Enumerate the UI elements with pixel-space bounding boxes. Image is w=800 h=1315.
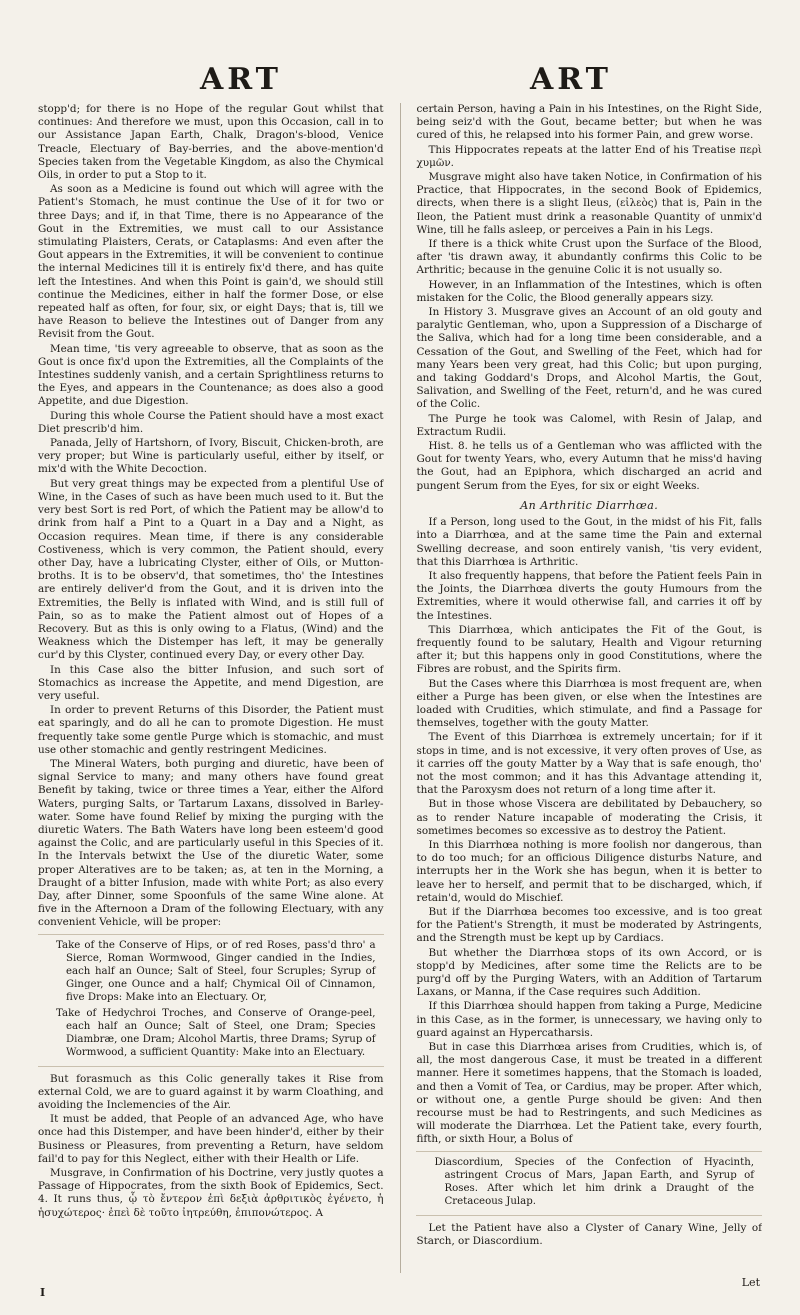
prescription-block [416,1151,762,1216]
left-column [38,103,384,1273]
paragraph: In order to prevent Returns of this Disorder, the Patient must eat sparingly, and do all he can to promote Digestion. He must frequently take some gentle Purge which is stomachic, and must use other stomachic and gently restringent Medicines. [38,704,384,756]
paragraph: Musgrave, in Confirmation of his Doctrine, very justly quotes a Passage of Hippocrates, from the sixth Book of Epidemics, Sect. 4. It runs thus, ᾧ τὸ ἔντερον ἐπὶ δεξιὰ ἀρθριτικὸς ἐγένετο, ἡ ἡσυχώτερος· ἐπεὶ δὲ τοῦτο ἰητρεύθη, ἐπιπονώτερος. A [38,1167,384,1219]
paragraph: In this Case also the bitter Infusion, and such sort of Stomachics as increase the Appetite, and mend Digestion, are very useful. [38,663,384,702]
paragraph: But very great things may be expected from a plentiful Use of Wine, in the Cases of such as have been much used to it. But the very best Sort is red Port, of which the Patient may be allow'd to drink from half a Pint to a Quart in a Day and a Night, as Occasion requires. Mean time, if there is any considerable Costiveness, which is very common, the Patient should, every other Day, have a lubricating Clyster, either of Oils, or Mutton-broths. It is to be observ'd, that sometimes, tho' the Intestines are entirely deliver'd from the Gout, and it is driven into the Extremities, the Belly is inflated with Wind, and is still full of Pain, so as to make the Patient almost out of Hopes of a Recovery. But as this is only owing to a Flatus, (Wind) and the Weakness which the Distemper has left, it may be generally cur'd by this Clyster, continued every Day, or every other Day. [38,477,384,662]
paragraph: But if the Diarrhœa becomes too excessive, and is too great for the Patient's Strength, it must be moderated by Astringents, and the Strength must be kept up by Cardiacs. [416,905,762,945]
paragraph: Let the Patient have also a Clyster of Canary Wine, Jelly of Starch, or Diascordium. [416,1221,762,1247]
paragraph: The Event of this Diarrhœa is extremely uncertain; for if it stops in time, and is not excessive, it very often proves of Use, as it carries off the gouty Matter by a Way that is safe enough, tho' not the most common; and it has this Advantage attending it, that the Paroxysm does not return of a long time after it. [416,731,762,797]
running-header [0,62,800,108]
paragraph: But in those whose Viscera are debilitated by Debauchery, so as to render Nature incapable of moderating the Crisis, it sometimes becomes so excessive as to destroy the Patient. [416,798,762,837]
prescription: Diascordium, Species of the Confection of Hyacinth, astringent Crocus of Mars, Japan Earth, and Syrup of Roses. After which let him drink a Draught of the Cretaceous Julap. [434,1156,754,1207]
paragraph: If a Person, long used to the Gout, in the midst of his Fit, falls into a Diarrhœa, and at the same time the Pain and external Swelling decrease, and soon entirely vanish, 'tis very evident, that this Diarrhœa is Arthritic. [416,516,762,568]
paragraph: As soon as a Medicine is found out which will agree with the Patient's Stomach, he must continue the Use of it for two or three Days; and if, in that Time, there is no Appearance of the Gout in the Extremities, we must call to our Assistance stimulating Plaisters, Cerats, or Cataplasms: And even after the Gout appears in the Extremities, it will be convenient to continue the internal Medicines till it is entirely fix'd there, and has quite left the Intestines. And when this Point is gain'd, we should still continue the Medicines, either in half the former Dose, or else repeated half as often, for four, six, or eight Days; that is, till we have Reason to believe the Intestines out of Danger from any Revisit from the Gout. [38,183,384,341]
paragraph: stopp'd; for there is no Hope of the regular Gout whilst that continues: And therefore we must, upon this Occasion, call in to our Assistance Japan Earth, Chalk, Dragon's-blood, Venice Treacle, Electuary of Bay-berries, and the above-mention'd Species taken from the Vegetable Kingdom, as also the Chymical Oils, in order to put a Stop to it. [38,103,384,182]
paragraph: Panada, Jelly of Hartshorn, of Ivory, Biscuit, Chicken-broth, are very proper; but Wine is particularly useful, either by itself, or mix'd with the White Decoction. [38,437,384,476]
page-number: I [40,1286,46,1299]
text-columns [38,103,762,1273]
paragraph: It must be added, that People of an advanced Age, who have once had this Distemper, and have been hinder'd, either by their Business or Pleasures, from preventing a Return, have seldom fail'd to pay for this Neglect, either with their Health or Life. [38,1113,384,1165]
paragraph: This Hippocrates repeats at the latter End of his Treatise περὶ χυμῶν. [416,143,762,169]
paragraph: During this whole Course the Patient should have a most exact Diet prescrib'd him. [38,409,384,435]
paragraph: This Diarrhœa, which anticipates the Fit of the Gout, is frequently found to be salutary, Health and Vigour returning after it; but this happens only in good Constitutions, where the Fibres are robust, and the Spirits firm. [416,623,762,676]
paragraph: It also frequently happens, that before the Patient feels Pain in the Joints, the Diarrhœa diverts the gouty Humours from the Extremities, where it would otherwise fall, and carries it off by the Intestines. [416,569,762,622]
paragraph: In History 3. Musgrave gives an Account of an old gouty and paralytic Gentleman, who, upon a Suppression of a Discharge of the Saliva, which had for a long time been considerable, and a Cessation of the Gout, and Swelling of the Feet, which had for many Years been very great, had this Colic; but upon purging, and taking Goddard's Drops, and Alcohol Martis, the Gout, Salivation, and Swelling of the Feet, return'd, and he was cured of the Colic. [416,306,762,411]
paragraph: The Purge he took was Calomel, with Resin of Jalap, and Extractum Rudii. [416,412,762,438]
paragraph: But forasmuch as this Colic generally takes it Rise from external Cold, we are to guard against it by warm Cloathing, and avoiding the Inclemencies of the Air. [38,1072,384,1111]
paragraph: Mean time, 'tis very agreeable to observe, that as soon as the Gout is once fix'd upon the Extremities, all the Complaints of the Intestines suddenly vanish, and a certain Sprightliness returns to the Eyes, and appears in the Countenance; as does also a good Appetite, and due Digestion. [38,342,384,408]
prescription-block [38,934,384,1067]
paragraph: If there is a thick white Crust upon the Surface of the Blood, after 'tis drawn away, it abundantly confirms this Colic to be Arthritic; because in the genuine Colic it is not usually so. [416,238,762,277]
catchword: Let [741,1276,760,1289]
paragraph: However, in an Inflammation of the Intestines, which is often mistaken for the Colic, the Blood generally appears sizy. [416,278,762,304]
paragraph: certain Person, having a Pain in his Intestines, on the Right Side, being seiz'd with the Gout, became better; but when he was cured of this, he relapsed into his former Pain, and grew worse. [416,103,762,142]
paragraph: The Mineral Waters, both purging and diuretic, have been of signal Service to many; and many others have found great Benefit by taking, twice or three times a Year, either the Alford Waters, purging Salts, or Tartarum Laxans, dissolved in Barley-water. Some have found Relief by mixing the purging with the diuretic Waters. The Bath Waters have long been esteem'd good against the Colic, and are particularly useful in this Species of it. In the Intervals betwixt the Use of the diuretic Water, some proper Alteratives are to be taken; as, at ten in the Morning, a Draught of a bitter Infusion, made with white Port; as also every Day, after Dinner, some Spoonfuls of the same Wine alone. At five in the Afternoon a Dram of the following Electuary, with any convenient Vehicle, will be proper: [38,757,384,929]
paragraph: If this Diarrhœa should happen from taking a Purge, Medicine in this Case, as in the former, is unnecessary, we having only to guard against an Hypercatharsis. [416,1000,762,1039]
prescription: Take of Hedychroi Troches, and Conserve of Orange-peel, each half an Ounce; Salt of Steel, one Dram; Species Diambræ, one Dram; Alcohol Martis, three Drams; Syrup of Wormwood, a sufficient Quantity: Make into an Electuary. [56,1007,376,1058]
paragraph: But whether the Diarrhœa stops of its own Accord, or is stopp'd by Medicines, after some time the Relicts are to be purg'd off by the Purging Waters, with an Addition of Tartarum Laxans, or Manna, if the Case requires such Addition. [416,946,762,999]
right-column [416,103,762,1273]
header-right: ART [530,62,613,97]
paragraph: But the Cases where this Diarrhœa is most frequent are, when either a Purge has been given, or else when the Intestines are loaded with Crudities, which stimulate, and find a Passage for themselves, together with the gouty Matter. [416,677,762,730]
paragraph: Hist. 8. he tells us of a Gentleman who was afflicted with the Gout for twenty Years, who, every Autumn that he miss'd having the Gout, had an Epiphora, which discharged an acrid and pungent Serum from the Eyes, for six or eight Weeks. [416,440,762,492]
header-left: ART [200,62,283,97]
paragraph: In this Diarrhœa nothing is more foolish nor dangerous, than to do too much; for an officious Diligence disturbs Nature, and interrupts her in the Work she has begun, when it is better to leave her to herself, and permit that to be discharged, which, if retain'd, would do Mischief. [416,838,762,904]
column-rule [400,103,401,1273]
prescription: Take of the Conserve of Hips, or of red Roses, pass'd thro' a Sierce, Roman Wormwood, Ginger candied in the Indies, each half an Ounce; Salt of Steel, four Scruples; Syrup of Ginger, one Ounce and a half; Chymical Oil of Cinnamon, five Drops: Make into an Electuary. Or, [56,939,376,1003]
paragraph: But in case this Diarrhœa arises from Crudities, which is, of all, the most dangerous Case, it must be treated in a different manner. Here it sometimes happens, that the Stomach is loaded, and then a Vomit of Tea, or Cardius, may be proper. After which, or without one, a gentle Purge should be given: And then recourse must be had to Restringents, and such Medicines as will moderate the Diarrhœa. Let the Patient take, every fourth, fifth, or sixth Hour, a Bolus of [416,1041,762,1146]
paragraph: Musgrave might also have taken Notice, in Confirmation of his Practice, that Hippocrates, in the second Book of Epidemics, directs, when there is a slight Ileus, (εἰλεὸς) that is, Pain in the Ileon, the Patient must drink a reasonable Quantity of unmix'd Wine, till he falls asleep, or perceives a Pain in his Legs. [416,171,762,236]
section-title: An Arthritic Diarrhœa. [520,498,659,512]
